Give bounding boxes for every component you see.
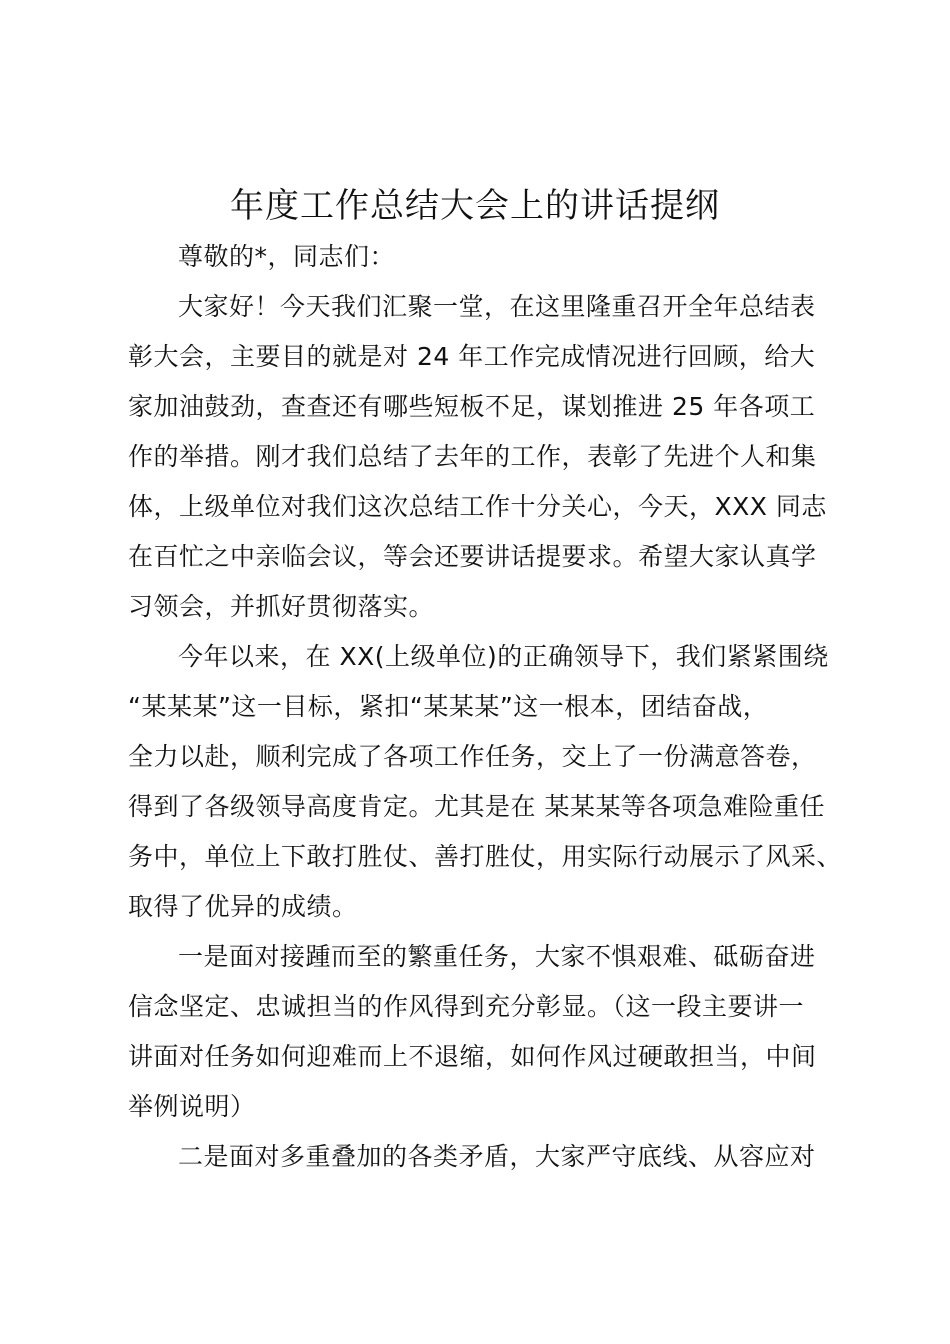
text-line: 二是面对多重叠加的各类矛盾，大家严守底线、从容应对 [178, 1142, 816, 1171]
text-line: 在百忙之中亲临会议，等会还要讲话提要求。希望大家认真学 [128, 542, 817, 571]
text-line: 今年以来，在 XX(上级单位)的正确领导下，我们紧紧围绕 [178, 642, 829, 671]
text-line: 习领会，并抓好贯彻落实。 [128, 592, 435, 621]
text-line: 举例说明） [128, 1092, 256, 1121]
text-line: 体，上级单位对我们这次总结工作十分关心，今天，XXX 同志 [128, 492, 827, 521]
document-body [128, 232, 848, 1182]
text-line: 彰大会，主要目的就是对 24 年工作完成情况进行回顾，给大 [128, 342, 816, 371]
text-line: “某某某”这一目标，紧扣“某某某”这一根本，团结奋战， [128, 692, 769, 721]
text-line: 取得了优异的成绩。 [128, 892, 358, 921]
document-title: 年度工作总结大会上的讲话提纲 [230, 186, 720, 226]
text-line: 尊敬的*，同志们： [178, 242, 396, 271]
text-line: 务中，单位上下敢打胜仗、善打胜仗，用实际行动展示了风采、 [128, 842, 843, 871]
text-line: 一是面对接踵而至的繁重任务，大家不惧艰难、砥砺奋进 [178, 942, 816, 971]
text-line: 讲面对任务如何迎难而上不退缩，如何作风过硬敢担当，中间 [128, 1042, 817, 1071]
text-line: 全力以赴，顺利完成了各项工作任务，交上了一份满意答卷， [128, 742, 817, 771]
text-line: 得到了各级领导高度肯定。尤其是在 某某某等各项急难险重任 [128, 792, 825, 821]
text-line: 作的举措。刚才我们总结了去年的工作，表彰了先进个人和集 [128, 442, 817, 471]
text-line: 信念坚定、忠诚担当的作风得到充分彰显。（这一段主要讲一 [128, 992, 805, 1021]
text-line: 家加油鼓劲，查查还有哪些短板不足，谋划推进 25 年各项工 [128, 392, 816, 421]
text-line: 大家好！今天我们汇聚一堂，在这里隆重召开全年总结表 [178, 292, 816, 321]
